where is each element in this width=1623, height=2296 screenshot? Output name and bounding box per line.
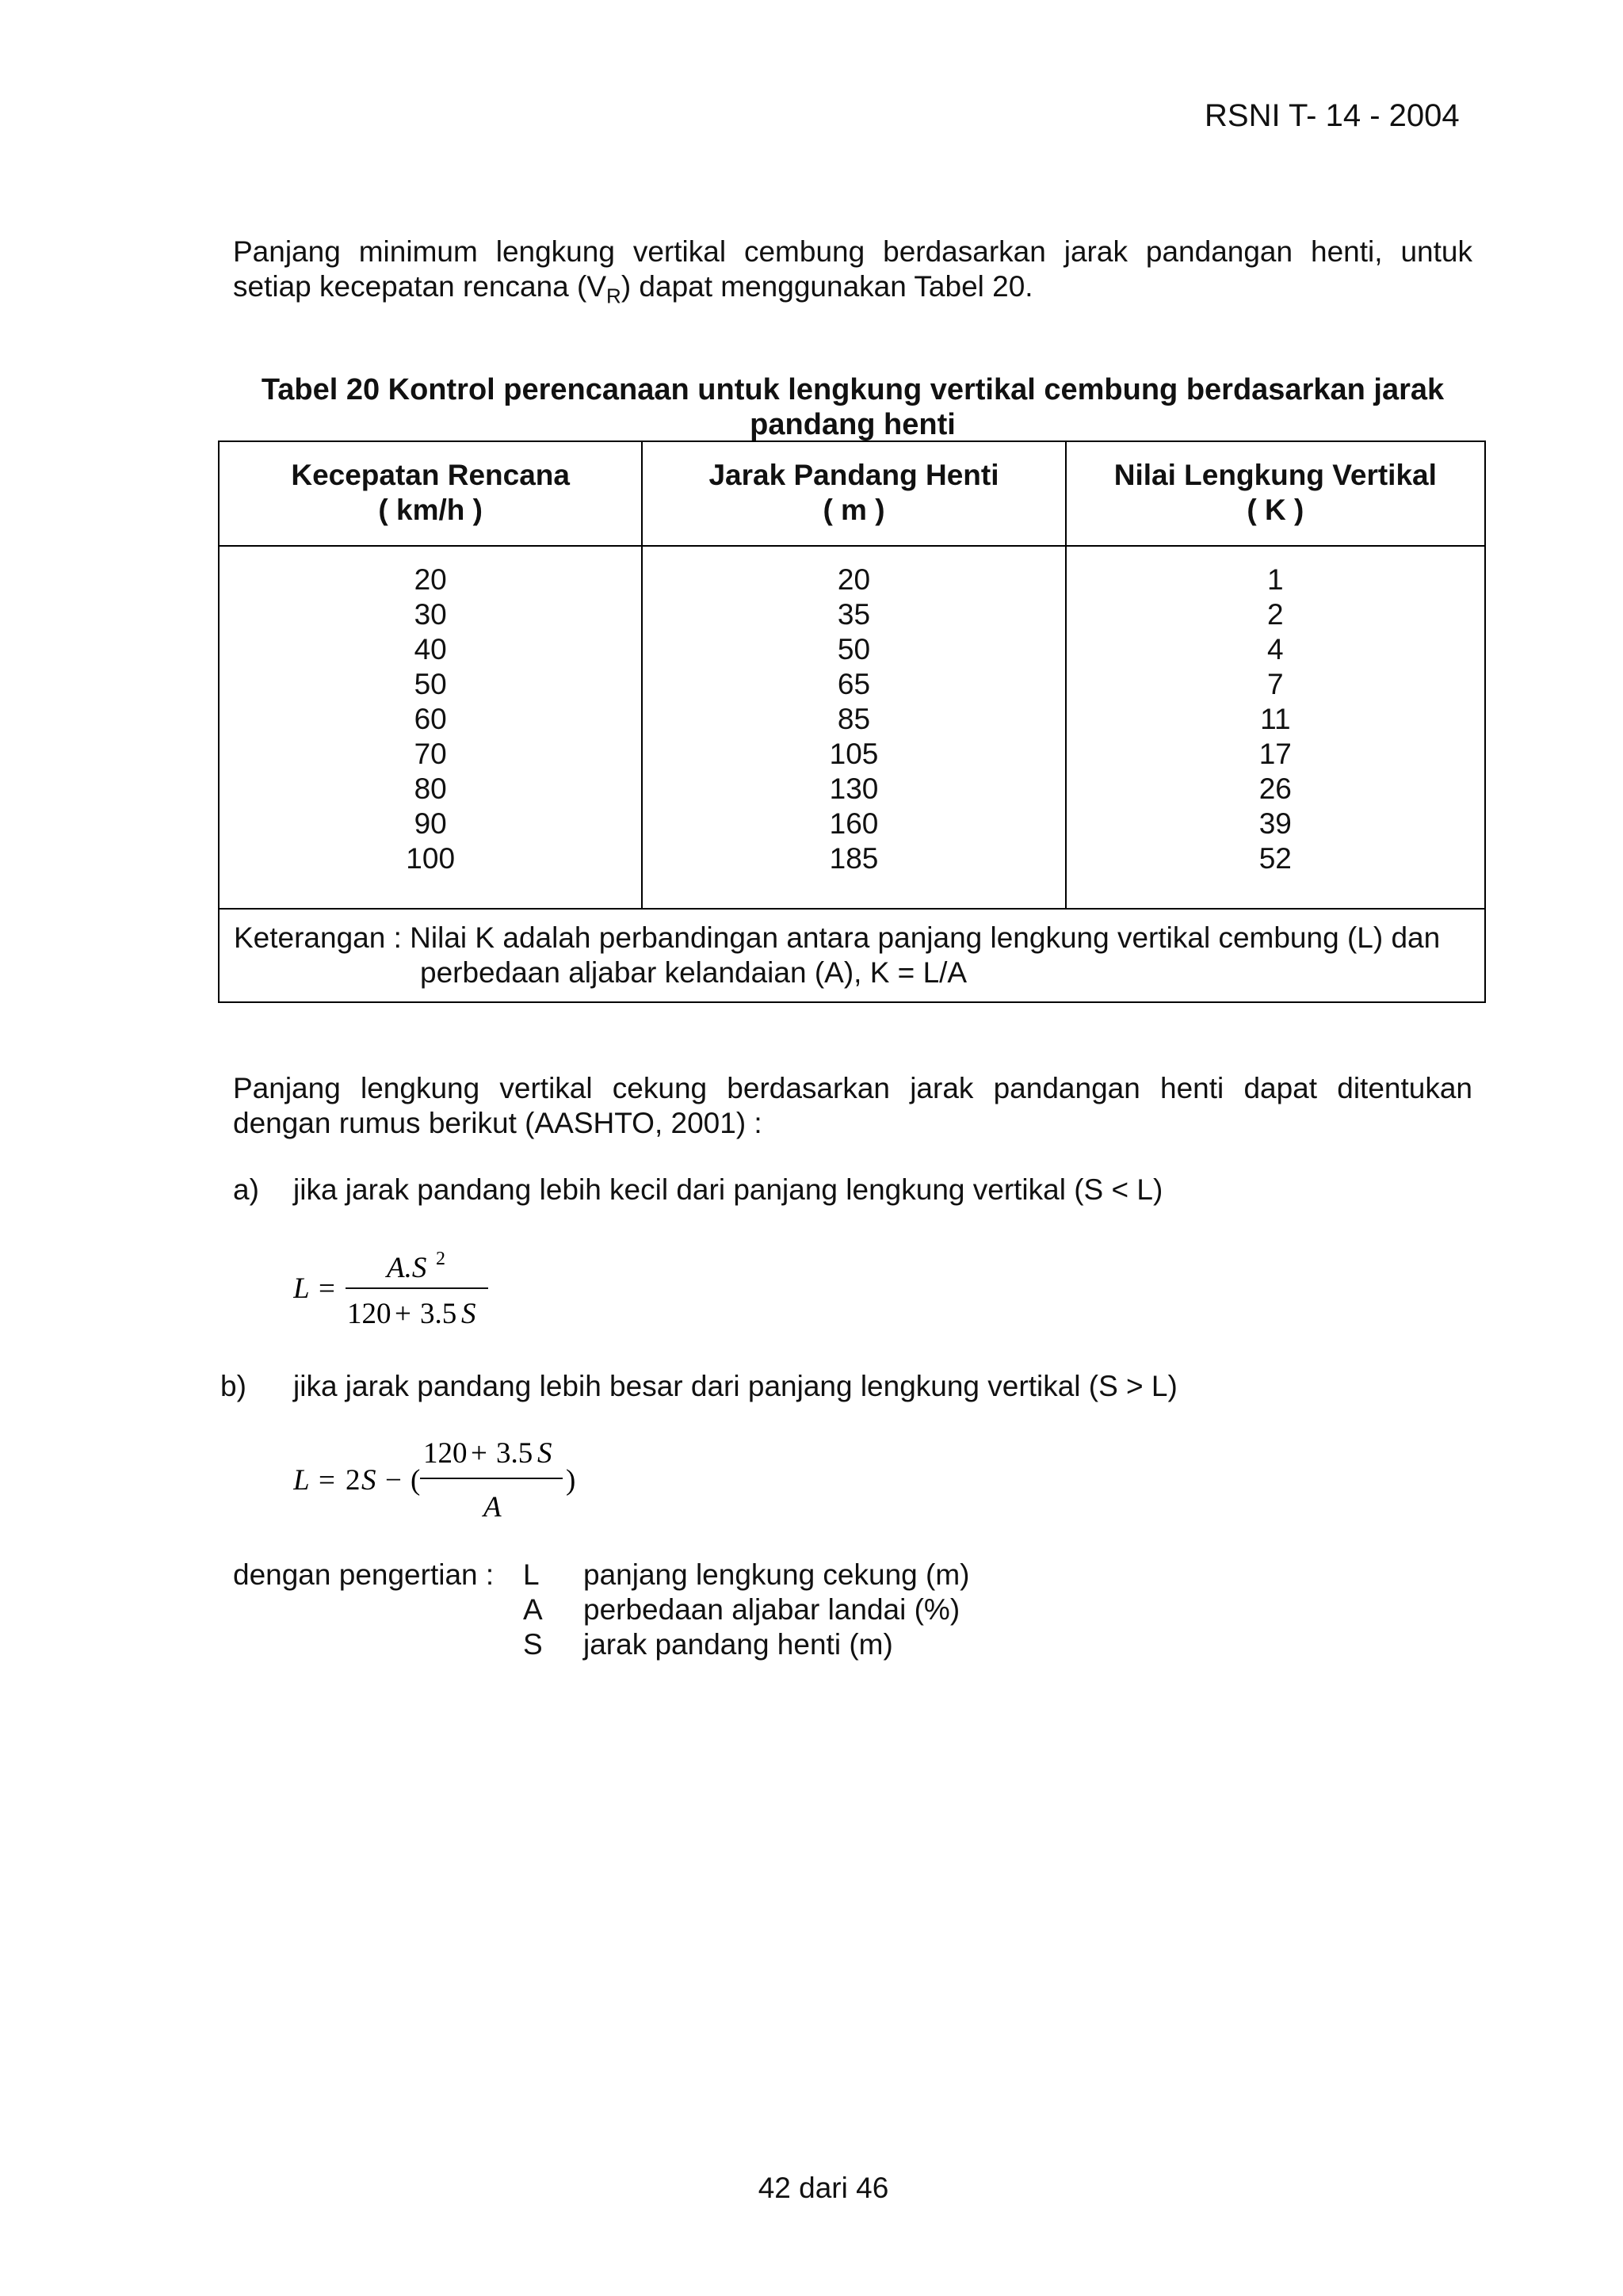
formula-b xyxy=(293,1434,594,1529)
distance-value: 160 xyxy=(829,807,879,840)
distance-value: 105 xyxy=(829,738,879,770)
item-a-text: jika jarak pandang lebih kecil dari panjang lengkung vertikal (S < L) xyxy=(293,1173,1163,1206)
item-b-text: jika jarak pandang lebih besar dari panjang lengkung vertikal (S > L) xyxy=(293,1370,1178,1402)
speed-value: 60 xyxy=(414,703,447,735)
definition-row xyxy=(523,1558,970,1592)
note-label: Keterangan : xyxy=(234,921,411,954)
speed-value: 90 xyxy=(414,807,447,840)
formula-b-minus: − xyxy=(385,1464,402,1497)
k-value: 7 xyxy=(1267,668,1284,700)
k-value: 39 xyxy=(1258,807,1292,840)
definition-symbol: L xyxy=(523,1558,540,1591)
formula-b-equals: = xyxy=(319,1464,335,1497)
speed-column xyxy=(219,546,642,909)
speed-value: 30 xyxy=(414,598,447,631)
table-caption-line-2: pandang henti xyxy=(750,408,956,441)
intro-line-2-end: ) dapat menggunakan Tabel 20. xyxy=(621,270,1033,303)
definition-row xyxy=(523,1592,970,1627)
intro-paragraph xyxy=(233,235,1472,313)
formula-b-num-a: 120 xyxy=(423,1437,468,1470)
header-distance-unit: ( m ) xyxy=(823,494,885,526)
speed-value: 80 xyxy=(414,772,447,805)
formula-a-equals: = xyxy=(319,1272,335,1305)
header-speed xyxy=(219,441,642,546)
distance-value: 130 xyxy=(829,772,879,805)
k-value: 26 xyxy=(1258,772,1292,805)
speed-value: 70 xyxy=(414,738,447,770)
formula-b-num-b: 3.5 xyxy=(496,1437,533,1470)
formula-b-lhs: L xyxy=(293,1464,310,1497)
formula-b-s: S xyxy=(361,1464,376,1497)
definitions-label: dengan pengertian : xyxy=(233,1558,495,1591)
formula-b-denominator: A xyxy=(483,1491,502,1524)
formula-b-open-paren: ( xyxy=(411,1464,421,1497)
item-b-marker: b) xyxy=(220,1370,246,1402)
formula-a-den-b: 3.5 xyxy=(420,1298,457,1330)
formula-b-close-paren: ) xyxy=(566,1464,576,1497)
table-note xyxy=(219,909,1485,1002)
formula-a xyxy=(293,1244,499,1339)
distance-column xyxy=(642,546,1065,909)
table-caption-line-1: Tabel 20 Kontrol perencanaan untuk lengkung vertikal cembung berdasarkan jarak xyxy=(261,373,1445,406)
sag-paragraph-line-1: Panjang lengkung vertikal cekung berdasarkan jarak pandangan henti dapat ditentukan xyxy=(233,1072,1472,1104)
header-k-title: Nilai Lengkung Vertikal xyxy=(1113,459,1437,491)
note-line-1: Nilai K adalah perbandingan antara panjang lengkung vertikal cembung (L) dan xyxy=(410,921,1441,954)
sag-curve-paragraph xyxy=(233,1071,1472,1141)
k-value: 17 xyxy=(1258,738,1292,770)
document-code: RSNI T- 14 - 2004 xyxy=(1205,98,1460,133)
k-value: 11 xyxy=(1260,703,1291,735)
formula-a-exponent: 2 xyxy=(436,1249,445,1269)
k-value-column xyxy=(1066,546,1485,909)
subscript-r: R xyxy=(606,284,621,308)
header-speed-title: Kecepatan Rencana xyxy=(291,459,570,491)
distance-value: 85 xyxy=(837,703,871,735)
intro-line-2 xyxy=(233,269,1472,313)
definition-text: jarak pandang henti (m) xyxy=(583,1628,893,1661)
k-value: 52 xyxy=(1258,842,1292,875)
definition-row xyxy=(523,1627,970,1662)
formula-b-plus: + xyxy=(471,1437,487,1470)
header-k-unit: ( K ) xyxy=(1247,494,1304,526)
speed-value: 100 xyxy=(406,842,456,875)
formula-a-lhs: L xyxy=(293,1272,310,1305)
intro-line-1: Panjang minimum lengkung vertikal cembung berdasarkan jarak pandangan henti, untuk xyxy=(233,235,1472,268)
definition-symbol: S xyxy=(523,1628,543,1661)
k-value: 1 xyxy=(1267,563,1284,596)
item-a-marker: a) xyxy=(233,1173,259,1206)
formula-b-num-s: S xyxy=(537,1437,552,1470)
formula-a-den-s: S xyxy=(461,1298,476,1330)
page-number: 42 dari 46 xyxy=(758,2172,889,2204)
speed-value: 40 xyxy=(414,633,447,666)
distance-value: 20 xyxy=(837,563,871,596)
table-caption xyxy=(222,372,1484,442)
intro-line-2-text: setiap kecepatan rencana (V xyxy=(233,270,607,303)
distance-value: 185 xyxy=(829,842,879,875)
distance-value: 65 xyxy=(837,668,871,700)
formula-b-two: 2 xyxy=(346,1464,361,1497)
definition-symbol: A xyxy=(523,1593,543,1626)
formula-a-plus: + xyxy=(395,1298,411,1330)
sight-distance-table xyxy=(218,441,1486,1003)
definition-text: perbedaan aljabar landai (%) xyxy=(583,1593,960,1626)
distance-value: 50 xyxy=(837,633,871,666)
table-header-row xyxy=(219,441,1485,546)
sag-paragraph-line-2: dengan rumus berikut (AASHTO, 2001) : xyxy=(233,1107,762,1139)
header-k-value xyxy=(1066,441,1485,546)
definition-text: panjang lengkung cekung (m) xyxy=(583,1558,970,1591)
k-value: 4 xyxy=(1267,633,1284,666)
header-speed-unit: ( km/h ) xyxy=(378,494,483,526)
speed-value: 50 xyxy=(414,668,447,700)
speed-value: 20 xyxy=(414,563,447,596)
formula-a-den-a: 120 xyxy=(347,1298,391,1330)
definitions-list xyxy=(523,1558,970,1662)
header-distance xyxy=(642,441,1065,546)
k-value: 2 xyxy=(1267,598,1284,631)
header-distance-title: Jarak Pandang Henti xyxy=(708,459,999,491)
table-values-row xyxy=(219,546,1485,909)
distance-value: 35 xyxy=(837,598,871,631)
note-line-2: perbedaan aljabar kelandaian (A), K = L/A xyxy=(420,956,968,989)
table-note-row xyxy=(219,909,1485,1002)
formula-a-numerator: A.S xyxy=(387,1252,427,1284)
